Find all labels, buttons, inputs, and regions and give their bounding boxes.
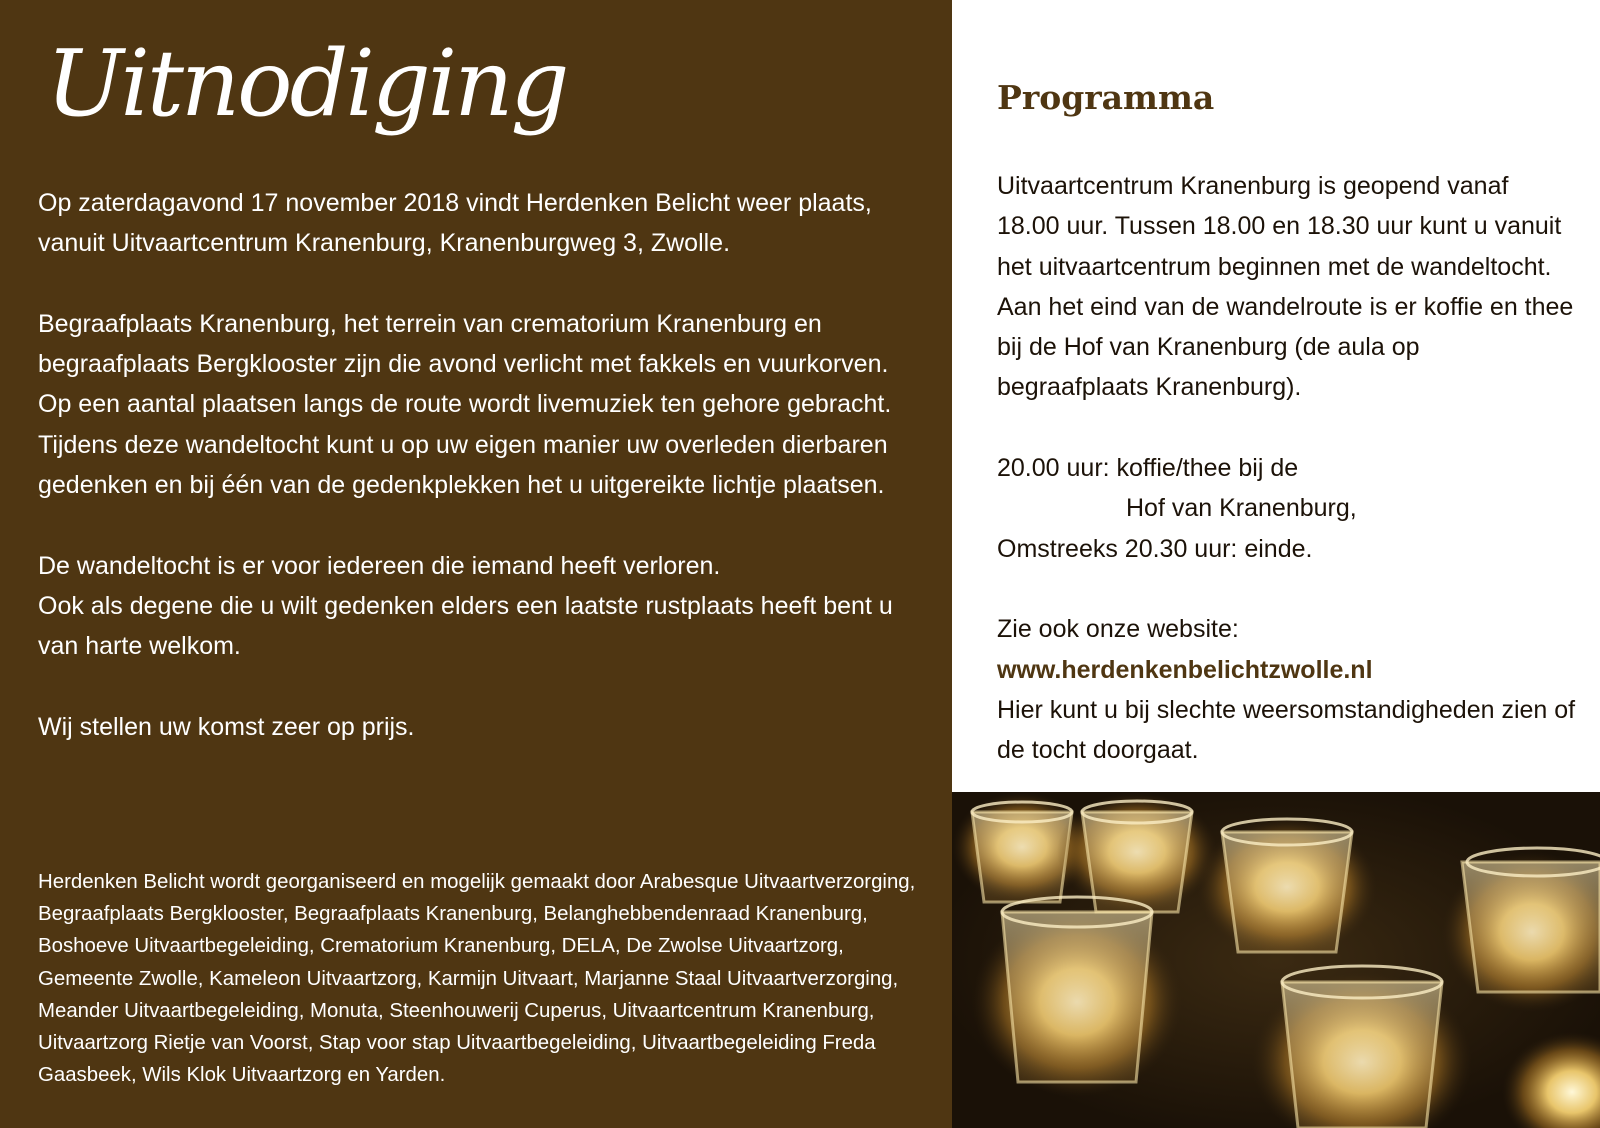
candle-7 [1502, 1032, 1600, 1128]
website-link[interactable]: www.herdenkenbelichtzwolle.nl [997, 655, 1373, 684]
candles-illustration [952, 792, 1600, 1128]
program-schedule-venue: Hof van Kranenburg, [1126, 494, 1357, 523]
invitation-paragraph-closing: Wij stellen uw komst zeer op prijs. [38, 712, 415, 741]
program-panel [952, 0, 1600, 792]
candle-2 [1057, 792, 1217, 912]
candle-4 [1442, 848, 1600, 1012]
program-intro: Uitvaartcentrum Kranenburg is geopend vanaf 18.00 uur. Tussen 18.00 en 18.30 uur kunt u vanuit het uitvaartcentrum beginnen met de wandeltocht. Aan het eind van de wandelroute is er koffie en thee bij de Hof van Kranenburg (de aula op begraafplaats Kranenburg). [997, 172, 1574, 402]
sponsors-text: Herdenken Belicht wordt georganiseerd en mogelijk gemaakt door Arabesque Uitvaartverzorging, Begraafplaats Bergklooster, Begraafplaats Kranenburg, Belanghebbendenraad Kranenburg, Boshoeve Uitvaartbegeleiding, Crematorium Kranenburg, DELA, De Zwolse Uitvaartzorg, Gemeente Zwolle, Kameleon Uitvaartzorg, Karmijn Uitvaart, Marjanne Staal Uitvaartverzorging, Meander Uitvaartbegeleiding, Monuta, Steenhouwerij Cuperus, Uitvaartcentrum Kranenburg, Uitvaartzorg Rietje van Voorst, Stap voor stap Uitvaartbegeleiding, Uitvaartbegeleiding Freda Gaasbeek, Wils Klok Uitvaartzorg en Yarden. [38, 871, 916, 1087]
program-schedule-end: Omstreeks 20.30 uur: einde. [997, 534, 1313, 563]
invitation-title: Uitnodiging [46, 30, 567, 137]
program-text [997, 166, 1577, 770]
program-title: Programma [997, 78, 1215, 117]
website-note: Hier kunt u bij slechte weersomstandigheden zien of de tocht doorgaat. [997, 695, 1576, 765]
website-label: Zie ook onze website: [997, 615, 1239, 644]
invitation-paragraph-welcome: Ook als degene die u wilt gedenken elders een laatste rustplaats heeft bent u van harte welkom. [38, 591, 893, 661]
invitation-paragraph-date: Op zaterdagavond 17 november 2018 vindt Herdenken Belicht weer plaats, vanuit Uitvaartcentrum Kranenburg, Kranenburgweg 3, Zwolle. [38, 189, 872, 258]
invitation-paragraph-audience: De wandeltocht is er voor iedereen die iemand heeft verloren. [38, 551, 721, 580]
invitation-paragraph-walk: Op een aantal plaatsen langs de route wordt livemuziek ten gehore gebracht. Tijdens deze wandeltocht kunt u op uw eigen manier uw overleden dierbaren gedenken en bij één van de gedenkplekken het u uitgereikte lichtje plaatsen. [38, 390, 892, 500]
candle-6 [1252, 966, 1472, 1128]
candle-5 [972, 897, 1182, 1097]
invitation-text [38, 183, 918, 747]
invitation-paragraph-location: Begraafplaats Kranenburg, het terrein van crematorium Kranenburg en begraafplaats Bergklooster zijn die avond verlicht met fakkels en vuurkorven. [38, 309, 889, 379]
candles-photo [952, 792, 1600, 1128]
program-schedule-coffee: 20.00 uur: koffie/thee bij de [997, 454, 1299, 483]
candle-3 [1197, 817, 1377, 957]
